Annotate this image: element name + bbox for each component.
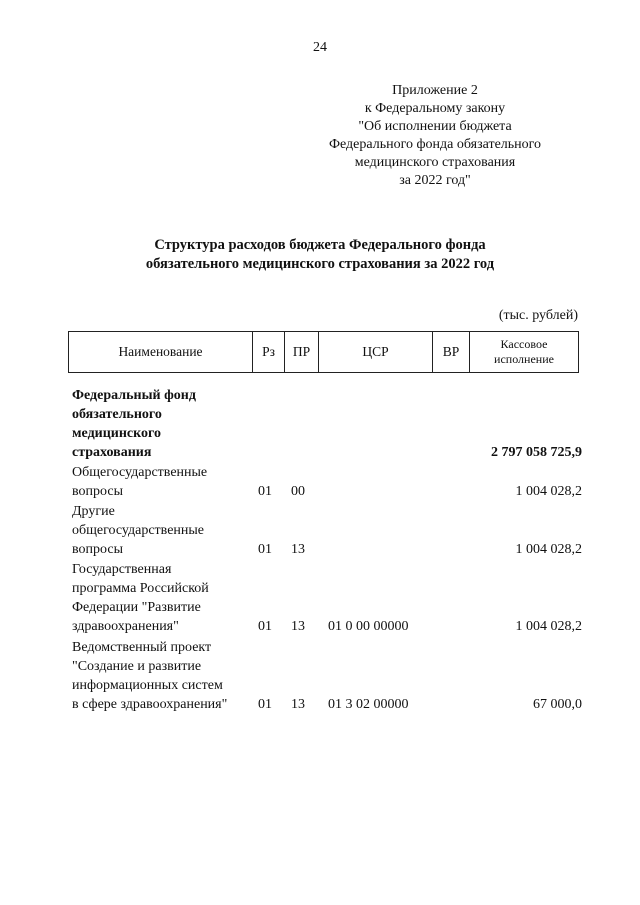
table-row [72,638,582,714]
row-name [72,502,257,559]
row-rz: 01 [258,697,272,712]
row-amount: 1 004 028,2 [515,619,582,634]
header-pr: ПР [285,332,319,373]
appendix-line: Федерального фонда обязательного [328,137,542,152]
row-name [72,560,257,636]
header-amount [470,332,579,373]
appendix-line: "Об исполнении бюджета [358,119,512,134]
row-rz: 01 [258,619,272,634]
row-name-line: Общегосударственные [72,465,208,480]
row-name [72,463,257,501]
table-row [72,502,582,559]
row-csr: 01 0 00 00000 [328,619,409,634]
row-name-line: Другие [72,504,115,519]
row-rz: 01 [258,484,272,499]
row-name-line: медицинского [72,426,162,441]
appendix-line: за 2022 год" [399,173,471,188]
row-name-line: здравоохранения" [72,619,179,634]
row-name-line: общегосударственные [72,523,205,538]
row-name [72,386,257,462]
row-name-line: обязательного [72,407,162,422]
row-name-line: в сфере здравоохранения" [72,697,228,712]
row-name-line: программа Российской [72,581,209,596]
document-title [0,236,640,274]
row-rz: 01 [258,542,272,557]
header-rz: Рз [253,332,285,373]
table-row [72,463,582,501]
row-pr: 13 [291,697,305,712]
page-number: 24 [313,40,327,55]
appendix-line: к Федеральному закону [364,101,506,116]
title-line: обязательного медицинского страхования за 2022 год [145,256,495,272]
appendix-line: медицинского страхования [354,155,516,170]
row-csr: 01 3 02 00000 [328,697,409,712]
row-name-line: Ведомственный проект [72,640,212,655]
title-line: Структура расходов бюджета Федерального фонда [154,237,486,253]
row-name-line: вопросы [72,484,123,499]
row-name-line: "Создание и развитие [72,659,202,674]
row-name-line: информационных систем [72,678,223,693]
row-pr: 00 [291,484,305,499]
row-amount: 2 797 058 725,9 [491,445,582,460]
row-pr: 13 [291,619,305,634]
row-name [72,638,257,714]
table-row [72,384,582,462]
units-label: (тыс. рублей) [498,308,578,323]
header-amount-line1: Кассовое [500,337,548,351]
header-name: Наименование [69,332,253,373]
header-amount-line2: исполнение [494,352,554,366]
row-pr: 13 [291,542,305,557]
row-name-line: Федеральный фонд [72,388,196,403]
row-name-line: страхования [72,445,152,460]
row-amount: 1 004 028,2 [515,484,582,499]
row-amount: 1 004 028,2 [515,542,582,557]
row-name-line: вопросы [72,542,123,557]
row-amount: 67 000,0 [533,697,582,712]
table-row [72,560,582,636]
row-name-line: Федерации "Развитие [72,600,201,615]
appendix-line: Приложение 2 [392,83,478,98]
appendix-header [300,82,570,190]
table-header [68,331,579,373]
row-name-line: Государственная [72,562,172,577]
header-vr: ВР [433,332,470,373]
header-csr: ЦСР [319,332,433,373]
